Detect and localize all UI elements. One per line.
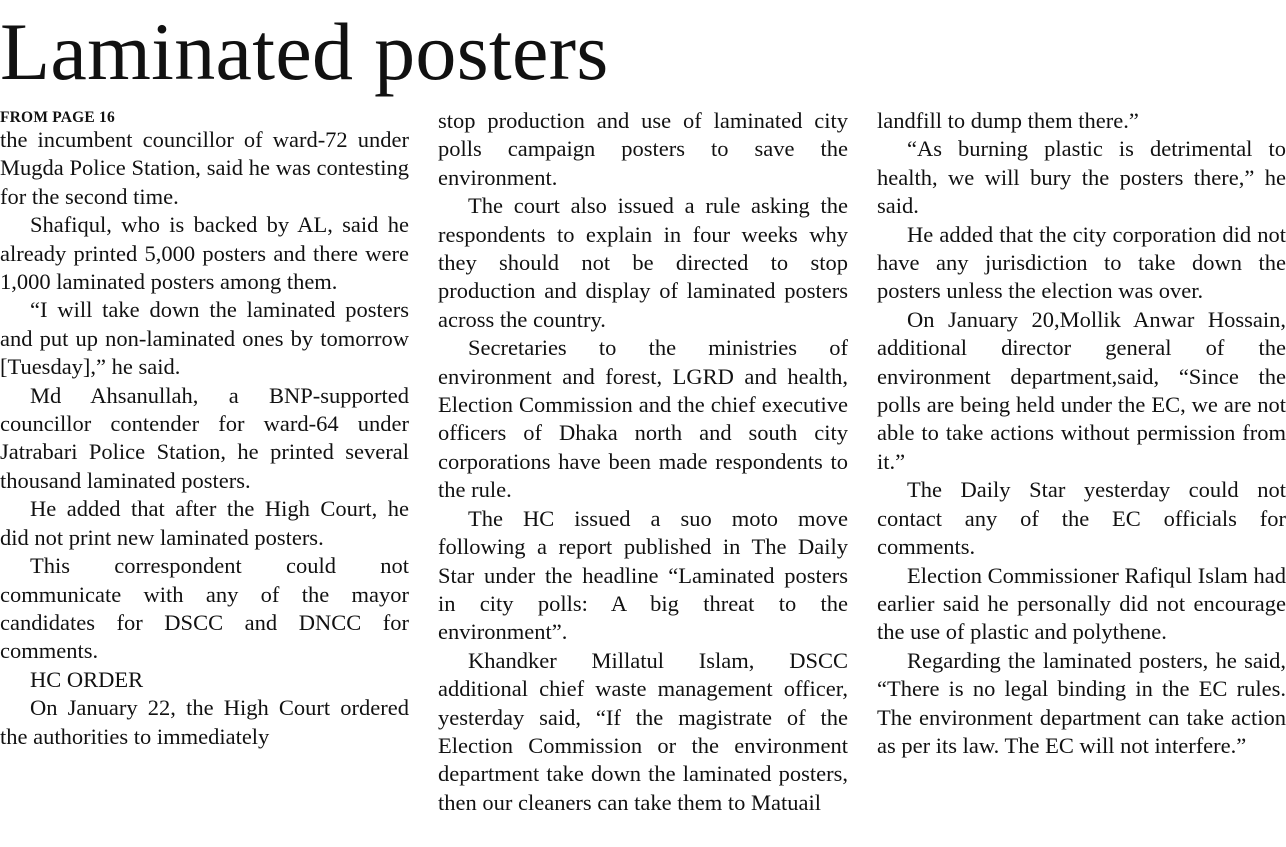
paragraph: He added that the city corporation did not have any jurisdiction to take down the posters unless the election was over. [877, 221, 1286, 304]
subheading: HC ORDER [30, 666, 144, 692]
paragraph: Md Ahsanullah, a BNP-supported councillor contender for ward-64 under Jatrabari Police Station, he printed several thousand laminated posters. [0, 382, 409, 493]
paragraph: The court also issued a rule asking the respondents to explain in four weeks why they should not be directed to stop production and display of laminated posters across the country. [438, 193, 848, 332]
continuation-kicker: FROM PAGE 16 [0, 109, 115, 126]
paragraph: The HC issued a suo moto move following a report published in The Daily Star under the headline “Laminated posters in city polls: A big threat to the environment”. [438, 505, 848, 645]
paragraph: Secretaries to the ministries of environment and forest, LGRD and health, Election Commission and the chief executive officers of Dhaka north and south city corporations have been made respondents to the rule. [438, 335, 848, 503]
paragraph: Regarding the laminated posters, he said, “There is no legal binding in the EC rules. The environment department can take action as per its law. The EC will not interfere.” [877, 647, 1286, 758]
headline: Laminated posters [0, 6, 609, 97]
paragraph: The Daily Star yesterday could not contact any of the EC officials for comments. [877, 477, 1286, 560]
article-column-2 [438, 107, 848, 817]
paragraph: stop production and use of laminated city polls campaign posters to save the environment. [438, 108, 848, 190]
paragraph: Khandker Millatul Islam, DSCC additional chief waste management officer, yesterday said, “If the magistrate of the Election Commission or the environment department take down the laminated posters, then our cleaners can take them to Matuail [438, 647, 848, 815]
article-column-1 [0, 108, 409, 751]
paragraph: On January 20,Mollik Anwar Hossain, additional director general of the environment department,said, “Since the polls are being held under the EC, we are not able to take actions without permission from it.” [877, 306, 1286, 474]
paragraph: Shafiqul, who is backed by AL, said he already printed 5,000 posters and there were 1,000 laminated posters among them. [0, 212, 409, 295]
paragraph: “I will take down the laminated posters and put up non-laminated ones by tomorrow [Tuesday],” he said. [0, 297, 409, 380]
paragraph: This correspondent could not communicate with any of the mayor candidates for DSCC and DNCC for comments. [0, 553, 409, 664]
paragraph: “As burning plastic is detrimental to health, we will bury the posters there,” he said. [877, 136, 1286, 219]
paragraph: Election Commissioner Rafiqul Islam had earlier said he personally did not encourage the use of plastic and polythene. [877, 562, 1286, 645]
paragraph: the incumbent councillor of ward-72 under Mugda Police Station, said he was contesting for the second time. [0, 127, 409, 209]
paragraph: landfill to dump them there.” [877, 108, 1139, 133]
paragraph: He added that after the High Court, he did not print new laminated posters. [0, 496, 409, 550]
article-column-3 [877, 107, 1286, 760]
paragraph: On January 22, the High Court ordered the authorities to immediately [0, 695, 409, 749]
